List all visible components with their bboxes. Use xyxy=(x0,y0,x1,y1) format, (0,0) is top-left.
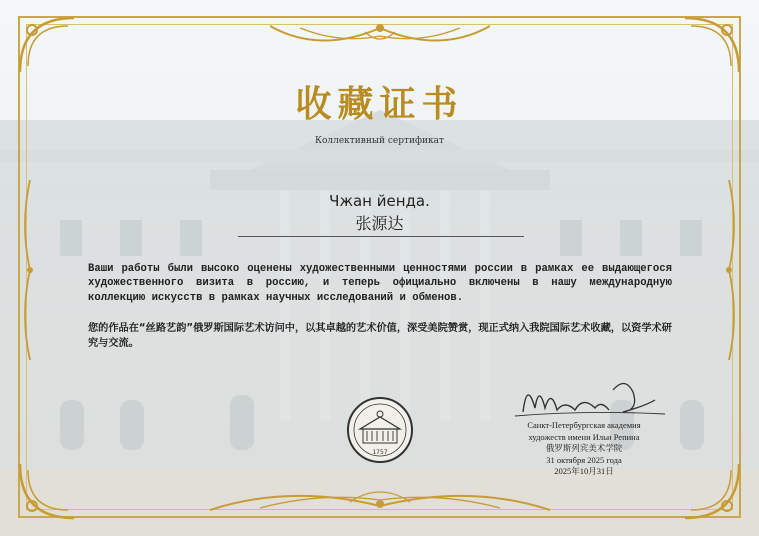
recipient-underline xyxy=(238,236,524,237)
top-flourish-icon xyxy=(260,18,500,58)
issuer-line-zh: 俄罗斯列宾美术学院 xyxy=(545,443,623,453)
ornament-bottom-left-icon xyxy=(14,454,84,524)
academy-seal-icon xyxy=(345,395,415,465)
body-text-zh: 您的作品在“丝路艺韵”俄罗斯国际艺术访问中，以其卓越的艺术价值，深受美院赞赏，现正式纳入我院国际艺术收藏，以资学术研究与交流。 xyxy=(88,323,672,349)
bottom-flourish-icon xyxy=(200,480,560,520)
recipient-name-zh: 张源达 xyxy=(355,214,404,233)
issuer-block xyxy=(484,420,684,478)
recipient-name-ru: Чжан йенда. xyxy=(329,192,430,210)
issuer-line-1: Санкт-Петербургская академия xyxy=(527,420,641,430)
seal-year: 1757 xyxy=(372,449,388,456)
ornament-bottom-right-icon xyxy=(675,454,745,524)
issue-date-ru: 31 октября 2025 года xyxy=(546,454,622,465)
issuer-line-2: художеств имени Ильи Репина xyxy=(528,431,640,442)
ornament-top-left-icon xyxy=(14,12,84,82)
issue-date-zh: 2025年10月31日 xyxy=(554,466,614,476)
certificate-title: 收藏证书 xyxy=(295,83,464,125)
ornament-top-right-icon xyxy=(675,12,745,82)
certificate-subtitle: Коллективный сертификат xyxy=(315,136,444,146)
body-text-ru: Ваши работы были высоко оценены художественными ценностями россии в рамках ее выдающегося художественного визита в россию, и теперь официально включены в нашу международную коллекцию искусств в рамках научных исследований и обменов. xyxy=(88,263,672,304)
